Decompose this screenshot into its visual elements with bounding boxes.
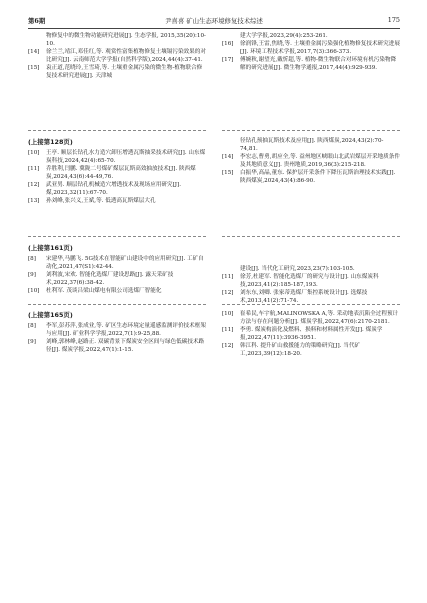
reference-item: 径钻孔预抽瓦斯技术及应用[J]. 陕西煤炭,2024,43(2):70-74,81.	[240, 138, 384, 152]
running-title: 尹喜喜 矿山生态环境修复技术综述	[165, 17, 263, 25]
reference-item: [10] 杜利军. 茂谈吕梁山煤电有限公司选煤厂智能化	[28, 288, 162, 294]
reference-item: [12] 韩江科. 提升矿山救援能力的策略研究[J]. 当代矿工,2023,39(12):18-20.	[222, 343, 361, 357]
section-divider	[222, 130, 400, 131]
reference-item: [14] 徐兰兰,靖江,邓佳红,等. 观赏性富集植物修复土壤镉污染效果的对比研究[J]. 云南师范大学学报(自然科学版),2024,44(4):37-41.	[28, 49, 206, 63]
right-column	[222, 310, 400, 358]
reference-item: [8] 宋建华,马鹏飞. 5G技术在智能矿山建设中的应用研究[J]. 工矿自动化,2021,47(S1):42-44.	[28, 256, 204, 270]
reference-item: [11] 李勇. 煤炭构演化及燃料、损料和材料属性开发[J]. 煤炭学报,2022,47(11):3936-3951.	[222, 327, 383, 341]
section-title: (上接第165页)	[28, 311, 73, 319]
reference-item: 建设[J]. 当代化工研究,2023,23(7):103-105.	[240, 266, 355, 272]
reference-item: [9] 刘利波,宋欢. 智能化选煤厂建设思路[J]. 露天采矿技术,2022,37(6):38-42.	[28, 272, 174, 286]
reference-section-161	[28, 243, 400, 313]
section-title: (上接第128页)	[28, 138, 73, 146]
right-column	[222, 32, 400, 72]
header-rule	[28, 28, 400, 29]
section-divider	[222, 304, 400, 305]
left-column	[28, 322, 206, 354]
reference-section-165	[28, 310, 400, 390]
reference-item: [17] 傅婉秋,谢望光,戴忻超,等. 植物-微生物联合对环境有机污染物降解的研究进展[J]. 微生物学通报,2017,44(4):929-939.	[222, 57, 397, 71]
reference-item: [12] 刘东东,刘卿. 张家蒂选煤厂集控系统设计[J]. 选煤技术,2013,41(2):71-74.	[222, 290, 368, 304]
reference-item: [12] 武亚男. 顺层钻孔机械造穴增透技术及现场应用研究[J]. 煤,2023,32(11):67-70.	[28, 182, 182, 196]
section-divider	[28, 236, 206, 237]
reference-item: [13] 孙刘峰,张兴义,王斌,等. 低透高瓦斯煤层大孔	[28, 198, 156, 204]
left-column	[28, 149, 206, 205]
right-column	[222, 265, 400, 305]
section-divider	[28, 304, 206, 305]
reference-item: [15] 袁正道,范晓玲,王雪琦,等. 土壤重金属污染的微生物-植物联合修复技术研究进展[J]. 天津城	[28, 65, 203, 79]
reference-item: [16] 徐润锋,王雷,焦晓,等. 土壤重金属污染强化植物修复技术研究进展[J]. 环境工程技术学报,2017,7(3):366-373.	[222, 41, 400, 55]
page-number: 175	[387, 16, 400, 24]
reference-item: [10] 王亭. 顺层长钻孔水力造穴卸压增透瓦斯抽采技术研究[J]. 山东煤炭科技,2024,42(4):65-70.	[28, 150, 206, 164]
section-title: (上接第161页)	[28, 244, 73, 252]
reference-item: [14] 李宏志,曹勇,胡应全,等. 益州地区峡眼山北武岩煤层开采地质条件及其地质意义[J]. 贵州地质,2019,36(3):215-218.	[222, 154, 400, 168]
reference-item: [9] 刘峰,郭林峰,赵路正. 双碳背景下煤炭安全区间与绿色低碳技术路径[J]. 煤炭学报,2022,47(1):1-15.	[28, 339, 205, 353]
reference-item: [11] 徐芳,杜建军. 智能化选煤厂的研究与设计[J]. 山东煤炭科技,2023,41(2):185-187,193.	[222, 274, 379, 288]
page-header	[28, 14, 400, 28]
section-divider	[28, 130, 206, 131]
section-divider	[222, 236, 400, 237]
reference-item: [11] 乔胜利,闫鹏. 冀陇二号煤矿煤层瓦斯高效抽放技术[J]. 陕西煤炭,2024,43(6):44-49,76.	[28, 166, 196, 180]
reference-item: [15] 白振华,高晶,董东. 保护层开采条件下降压瓦斯治理技术实践[J]. 陕西煤炭,2024,43(4):86-90.	[222, 170, 396, 184]
reference-item: 物修复中的微生物功能研究进展[J]. 生态学报, 2015,35(20):10-10.	[46, 33, 206, 47]
reference-block-top	[28, 32, 400, 108]
reference-item: [8] 李军,彭苏萍,张成业,等. 矿区生态环境定量遥感监测评价技术框架与应用[J]. 矿业科学学报,2022,7(1):9-25,88.	[28, 323, 206, 337]
left-column	[28, 32, 206, 80]
right-column	[222, 137, 400, 185]
issue-number: 第6期	[28, 17, 46, 25]
reference-item: [10] 崔希民,车宇航,MALINOWSKA A,等. 采动地表沉陷全过程预计方法与存在问题分析[J]. 煤炭学报,2022,47(6):2170-2181.	[222, 311, 399, 325]
reference-item: 建大学学报,2023,29(4):253-261.	[240, 33, 328, 39]
left-column	[28, 255, 206, 295]
reference-section-128	[28, 137, 400, 233]
